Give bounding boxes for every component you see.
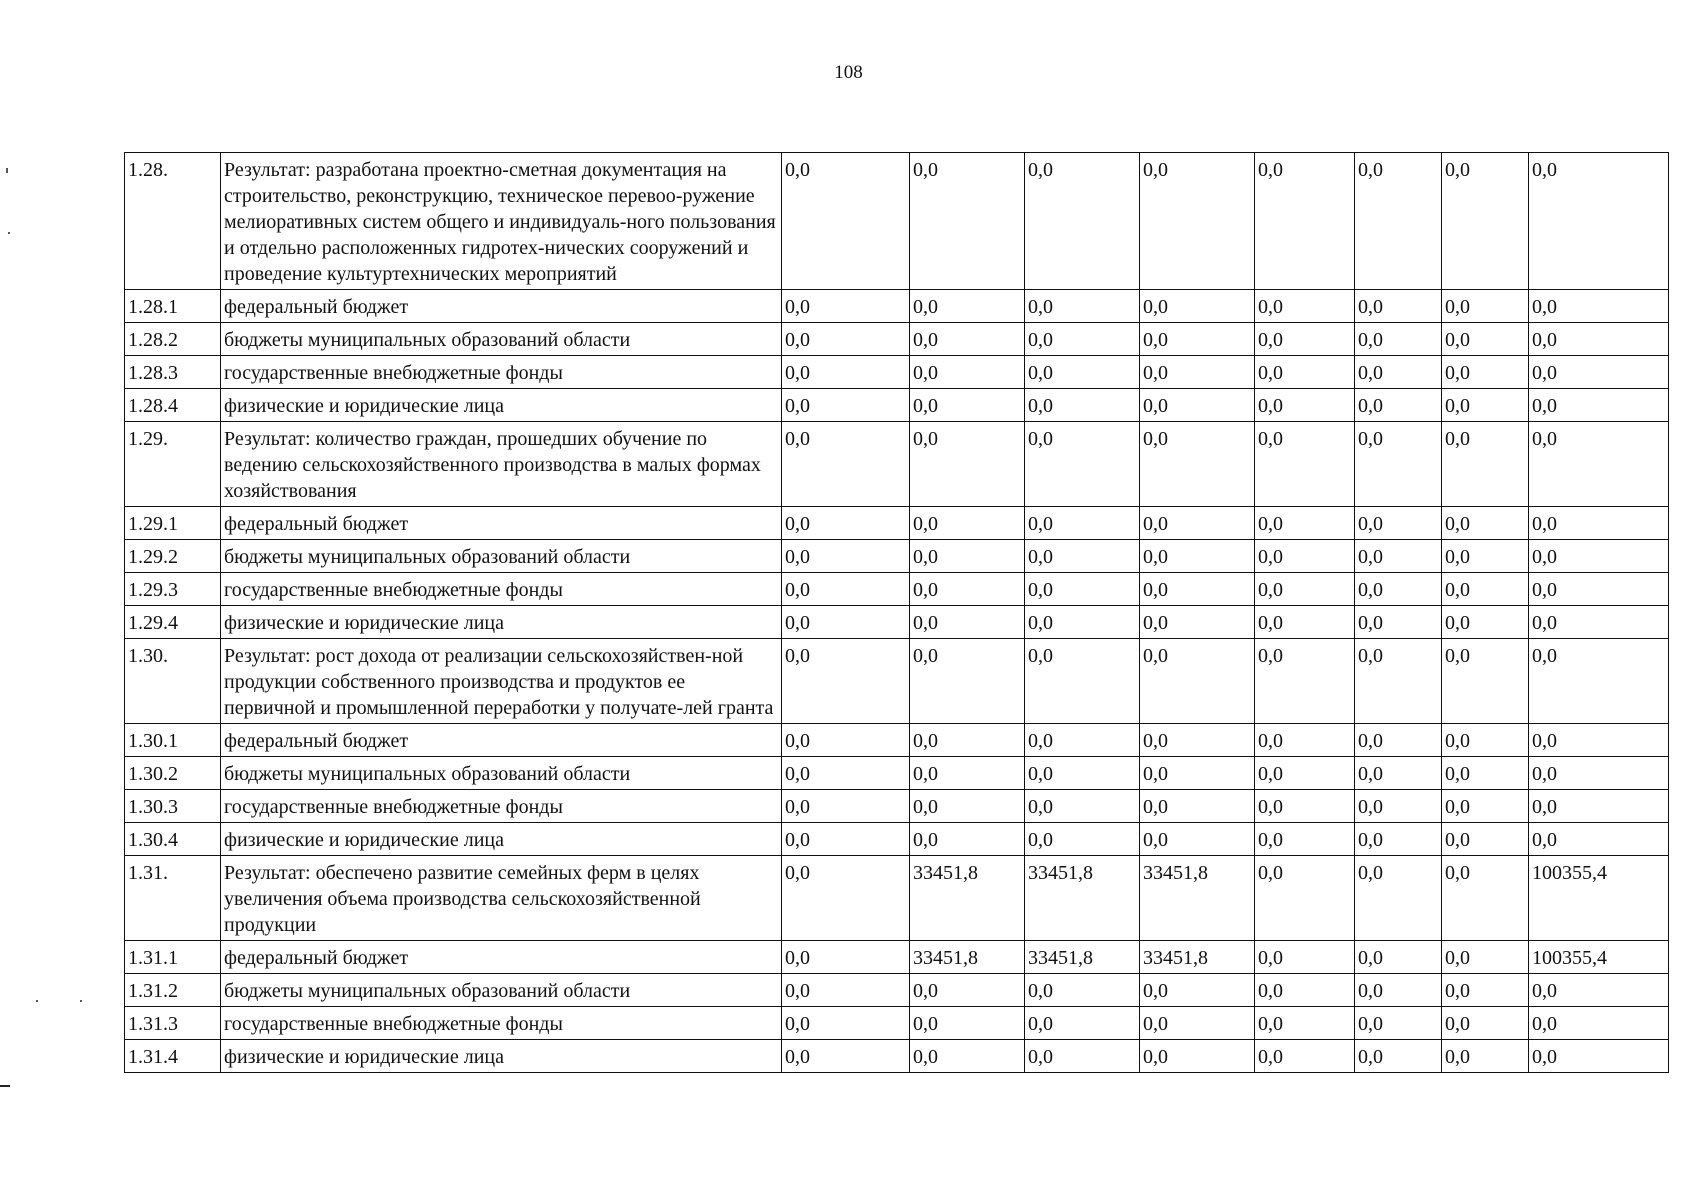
value-cell: 0,0 [782,1040,910,1073]
value-cell: 0,0 [1140,1007,1255,1040]
value-cell: 0,0 [1255,389,1355,422]
row-code: 1.30.1 [125,724,221,757]
value-cell: 0,0 [1025,724,1140,757]
value-cell: 0,0 [782,606,910,639]
value-cell: 0,0 [1140,389,1255,422]
value-cell: 0,0 [910,422,1025,507]
row-name: физические и юридические лица [221,389,782,422]
table-row [125,1040,1669,1073]
row-code: 1.28. [125,153,221,290]
row-code: 1.29.2 [125,540,221,573]
value-cell: 0,0 [1255,540,1355,573]
row-code: 1.28.4 [125,389,221,422]
value-cell: 0,0 [1025,153,1140,290]
row-name: физические и юридические лица [221,1040,782,1073]
value-cell: 0,0 [1442,290,1529,323]
value-cell: 0,0 [782,790,910,823]
value-cell: 0,0 [1255,422,1355,507]
row-name: государственные внебюджетные фонды [221,573,782,606]
value-cell: 0,0 [1442,974,1529,1007]
value-cell: 0,0 [1529,290,1669,323]
table-row [125,639,1669,724]
value-cell: 0,0 [910,1040,1025,1073]
value-cell: 0,0 [910,290,1025,323]
value-cell: 0,0 [1140,974,1255,1007]
value-cell: 0,0 [782,356,910,389]
table-row [125,540,1669,573]
table-row [125,757,1669,790]
value-cell: 0,0 [1025,422,1140,507]
value-cell: 0,0 [782,1007,910,1040]
value-cell: 0,0 [1529,323,1669,356]
value-cell: 0,0 [910,790,1025,823]
row-code: 1.29. [125,422,221,507]
value-cell: 0,0 [1140,790,1255,823]
table-row [125,389,1669,422]
value-cell: 0,0 [1442,356,1529,389]
value-cell: 0,0 [1025,790,1140,823]
value-cell: 0,0 [1355,356,1442,389]
value-cell: 0,0 [1355,389,1442,422]
value-cell: 0,0 [1355,1007,1442,1040]
table-row [125,573,1669,606]
row-code: 1.29.4 [125,606,221,639]
table-row [125,290,1669,323]
row-code: 1.28.3 [125,356,221,389]
row-code: 1.29.1 [125,507,221,540]
value-cell: 0,0 [1025,573,1140,606]
value-cell: 0,0 [1355,757,1442,790]
value-cell: 0,0 [782,540,910,573]
row-code: 1.31.3 [125,1007,221,1040]
value-cell: 0,0 [782,823,910,856]
value-cell: 0,0 [1529,606,1669,639]
margin-tick [0,1085,10,1087]
value-cell: 0,0 [910,606,1025,639]
value-cell: 0,0 [910,724,1025,757]
value-cell: 0,0 [1025,1040,1140,1073]
table-row [125,153,1669,290]
value-cell: 0,0 [1355,153,1442,290]
value-cell: 0,0 [1025,540,1140,573]
value-cell: 33451,8 [910,941,1025,974]
value-cell: 0,0 [910,153,1025,290]
value-cell: 0,0 [1529,757,1669,790]
value-cell: 0,0 [782,323,910,356]
value-cell: 0,0 [1355,422,1442,507]
row-code: 1.28.2 [125,323,221,356]
value-cell: 0,0 [1255,290,1355,323]
row-code: 1.31.4 [125,1040,221,1073]
value-cell: 0,0 [782,941,910,974]
value-cell: 0,0 [1255,856,1355,941]
row-name: федеральный бюджет [221,290,782,323]
value-cell: 0,0 [910,757,1025,790]
value-cell: 0,0 [1140,422,1255,507]
value-cell: 0,0 [1140,639,1255,724]
value-cell: 0,0 [782,974,910,1007]
value-cell: 0,0 [1442,823,1529,856]
value-cell: 0,0 [782,153,910,290]
row-name: физические и юридические лица [221,823,782,856]
value-cell: 0,0 [1140,1040,1255,1073]
table-row [125,422,1669,507]
value-cell: 0,0 [782,290,910,323]
value-cell: 0,0 [1025,757,1140,790]
table-row [125,1007,1669,1040]
value-cell: 0,0 [1255,606,1355,639]
value-cell: 0,0 [1355,790,1442,823]
value-cell: 0,0 [1355,507,1442,540]
value-cell: 0,0 [782,507,910,540]
value-cell: 33451,8 [1025,941,1140,974]
value-cell: 0,0 [1442,422,1529,507]
value-cell: 0,0 [1025,356,1140,389]
value-cell: 33451,8 [1140,856,1255,941]
table-row [125,790,1669,823]
value-cell: 0,0 [1255,153,1355,290]
row-code: 1.30. [125,639,221,724]
value-cell: 0,0 [1255,573,1355,606]
value-cell: 33451,8 [1140,941,1255,974]
table-row [125,323,1669,356]
value-cell: 0,0 [1255,724,1355,757]
value-cell: 0,0 [1442,639,1529,724]
value-cell: 0,0 [1025,290,1140,323]
value-cell: 33451,8 [1025,856,1140,941]
value-cell: 0,0 [782,389,910,422]
value-cell: 0,0 [1355,856,1442,941]
value-cell: 0,0 [782,422,910,507]
value-cell: 0,0 [1255,941,1355,974]
row-name: бюджеты муниципальных образований области [221,757,782,790]
value-cell: 0,0 [1025,823,1140,856]
value-cell: 0,0 [1529,356,1669,389]
row-name: бюджеты муниципальных образований области [221,323,782,356]
value-cell: 0,0 [1529,974,1669,1007]
table-row [125,941,1669,974]
row-code: 1.30.3 [125,790,221,823]
value-cell: 0,0 [782,639,910,724]
value-cell: 0,0 [1140,757,1255,790]
value-cell: 0,0 [782,573,910,606]
value-cell: 0,0 [1442,507,1529,540]
value-cell: 0,0 [1529,1007,1669,1040]
value-cell: 0,0 [1025,974,1140,1007]
value-cell: 0,0 [1140,606,1255,639]
value-cell: 0,0 [910,507,1025,540]
value-cell: 0,0 [1529,639,1669,724]
value-cell: 0,0 [1355,540,1442,573]
value-cell: 0,0 [1355,573,1442,606]
table-row [125,856,1669,941]
row-name: федеральный бюджет [221,941,782,974]
value-cell: 0,0 [910,974,1025,1007]
value-cell: 0,0 [1025,323,1140,356]
table-body [125,153,1669,1073]
row-code: 1.31.1 [125,941,221,974]
value-cell: 0,0 [1140,823,1255,856]
value-cell: 0,0 [1140,724,1255,757]
scan-speck [80,1000,82,1002]
value-cell: 0,0 [1442,323,1529,356]
value-cell: 0,0 [1140,323,1255,356]
value-cell: 0,0 [1025,606,1140,639]
row-name: физические и юридические лица [221,606,782,639]
page-number: 108 [834,62,863,83]
value-cell: 0,0 [1140,507,1255,540]
scan-speck [8,232,10,234]
value-cell: 0,0 [1529,823,1669,856]
table-row [125,823,1669,856]
value-cell: 0,0 [1442,790,1529,823]
row-code: 1.30.4 [125,823,221,856]
value-cell: 0,0 [1442,724,1529,757]
value-cell: 0,0 [1442,1040,1529,1073]
value-cell: 0,0 [1529,389,1669,422]
value-cell: 0,0 [910,573,1025,606]
value-cell: 0,0 [1025,507,1140,540]
row-name: Результат: разработана проектно-сметная документация на строительство, реконструкцию, техническое перевоо-ружение мелиоративных систем общего и индивидуаль-ного пользования и отдельно расположенных гидротех-нических сооружений и проведение культуртехнических мероприятий [221,153,782,290]
value-cell: 0,0 [910,323,1025,356]
row-name: Результат: рост дохода от реализации сельскохозяйствен-ной продукции собственного производства и продуктов ее первичной и промышленной переработки у получате-лей гранта [221,639,782,724]
value-cell: 0,0 [1255,1040,1355,1073]
table-row [125,606,1669,639]
scan-speck [36,1000,38,1002]
row-code: 1.31.2 [125,974,221,1007]
value-cell: 0,0 [910,823,1025,856]
value-cell: 0,0 [1442,941,1529,974]
value-cell: 0,0 [910,540,1025,573]
row-code: 1.28.1 [125,290,221,323]
value-cell: 0,0 [910,389,1025,422]
value-cell: 0,0 [1140,290,1255,323]
value-cell: 0,0 [1442,573,1529,606]
table-row [125,724,1669,757]
scan-speck [6,168,8,173]
table-row [125,507,1669,540]
value-cell: 0,0 [1355,941,1442,974]
value-cell: 0,0 [1529,573,1669,606]
value-cell: 0,0 [1140,540,1255,573]
table-row [125,974,1669,1007]
value-cell: 0,0 [1529,153,1669,290]
value-cell: 0,0 [1025,389,1140,422]
value-cell: 0,0 [1529,1040,1669,1073]
value-cell: 0,0 [1255,757,1355,790]
value-cell: 0,0 [1529,540,1669,573]
row-name: Результат: обеспечено развитие семейных ферм в целях увеличения объема производства сельскохозяйственной продукции [221,856,782,941]
value-cell: 0,0 [1025,639,1140,724]
row-name: Результат: количество граждан, прошедших обучение по ведению сельскохозяйственного производства в малых формах хозяйствования [221,422,782,507]
row-name: бюджеты муниципальных образований области [221,974,782,1007]
row-name: государственные внебюджетные фонды [221,356,782,389]
value-cell: 0,0 [1529,507,1669,540]
row-name: государственные внебюджетные фонды [221,790,782,823]
value-cell: 0,0 [1442,856,1529,941]
value-cell: 0,0 [910,639,1025,724]
value-cell: 0,0 [1355,823,1442,856]
value-cell: 0,0 [782,856,910,941]
value-cell: 0,0 [1355,290,1442,323]
value-cell: 0,0 [910,1007,1025,1040]
value-cell: 0,0 [782,757,910,790]
table-row [125,356,1669,389]
value-cell: 0,0 [1442,540,1529,573]
value-cell: 0,0 [1355,724,1442,757]
row-name: федеральный бюджет [221,507,782,540]
value-cell: 0,0 [1355,974,1442,1007]
value-cell: 0,0 [1255,323,1355,356]
value-cell: 0,0 [1442,1007,1529,1040]
value-cell: 0,0 [1255,507,1355,540]
value-cell: 0,0 [1255,790,1355,823]
value-cell: 0,0 [1529,422,1669,507]
row-code: 1.30.2 [125,757,221,790]
value-cell: 0,0 [1255,356,1355,389]
value-cell: 0,0 [1140,573,1255,606]
budget-table [124,152,1669,1073]
value-cell: 0,0 [1355,606,1442,639]
value-cell: 0,0 [1025,1007,1140,1040]
value-cell: 0,0 [1442,606,1529,639]
value-cell: 0,0 [1442,153,1529,290]
value-cell: 0,0 [1355,323,1442,356]
value-cell: 0,0 [1442,757,1529,790]
value-cell: 0,0 [1140,153,1255,290]
value-cell: 0,0 [1255,639,1355,724]
row-code: 1.29.3 [125,573,221,606]
value-cell: 0,0 [782,724,910,757]
value-cell: 0,0 [1442,389,1529,422]
value-cell: 0,0 [1355,639,1442,724]
value-cell: 100355,4 [1529,856,1669,941]
value-cell: 0,0 [1355,1040,1442,1073]
row-name: федеральный бюджет [221,724,782,757]
value-cell: 0,0 [1529,790,1669,823]
value-cell: 0,0 [1529,724,1669,757]
value-cell: 0,0 [1255,823,1355,856]
value-cell: 0,0 [1255,1007,1355,1040]
row-name: государственные внебюджетные фонды [221,1007,782,1040]
value-cell: 0,0 [1255,974,1355,1007]
row-name: бюджеты муниципальных образований области [221,540,782,573]
value-cell: 0,0 [1140,356,1255,389]
value-cell: 0,0 [910,356,1025,389]
row-code: 1.31. [125,856,221,941]
value-cell: 100355,4 [1529,941,1669,974]
value-cell: 33451,8 [910,856,1025,941]
